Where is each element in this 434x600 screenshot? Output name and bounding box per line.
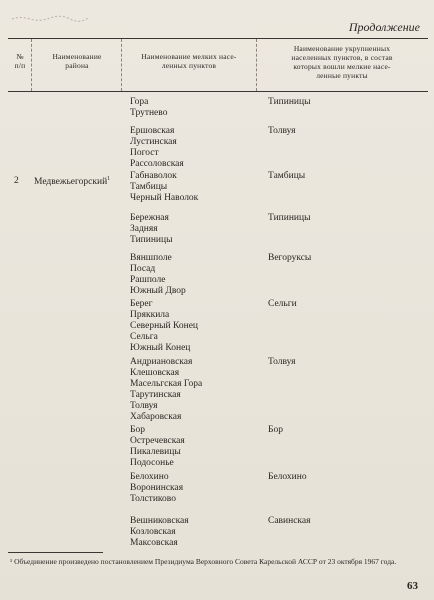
enlarged-settlement-name: Белохино [268,472,307,482]
settlement-group [130,97,270,119]
column-header-small-settlements: Наименование мелких насе- ленных пунктов [141,52,237,70]
small-settlement-name: Южный Двор [130,286,186,296]
small-settlement-name: Габнаволок [130,171,177,181]
column-divider [31,39,32,91]
small-settlement-name: Северный Конец [130,321,198,331]
small-settlement-name: Типиницы [130,235,173,245]
enlarged-settlement-name: Толвуя [268,126,296,136]
small-settlement-name: Подосонье [130,458,174,468]
small-settlement-name: Тамбицы [130,182,168,192]
small-settlement-name: Масельгская Гора [130,379,203,389]
column-header-district: Наименование района [52,52,102,70]
enlarged-settlement-name: Типиницы [268,97,311,107]
footnote-rule [8,552,103,553]
table-top-rule [8,38,428,39]
small-settlement-name: Воронинская [130,483,184,493]
column-divider [121,39,122,91]
small-settlement-name: Вяншполе [130,253,172,263]
continuation-label: Продолжение [348,20,420,34]
settlement-group [130,425,270,469]
small-settlement-name: Тарутинская [130,390,181,400]
small-settlement-name: Берег [130,299,153,309]
row-number: 2 [14,176,19,186]
footnote-mark: 1 [107,176,111,182]
settlement-group [130,213,270,246]
small-settlement-name: Южный Конец [130,343,191,353]
small-settlement-name: Максовская [130,538,178,548]
settlement-group [130,126,270,170]
small-settlement-name: Сельга [130,332,158,342]
small-settlement-name: Задняя [130,224,158,234]
enlarged-settlement-name: Савинская [268,516,311,526]
small-settlement-name: Бережная [130,213,169,223]
small-settlement-name: Вешниковская [130,516,189,526]
settlement-group [130,299,270,354]
small-settlement-name: Козловская [130,527,176,537]
enlarged-settlement-name: Толвуя [268,357,296,367]
print-smudge [10,14,90,22]
footnote-text: ¹ Объединение произведено постановлением Президиума Верховного Совета Карельской АССР от 23 октября 1967 года. [10,557,397,566]
column-divider [256,39,257,91]
enlarged-settlement-name: Типиницы [268,213,311,223]
small-settlement-name: Ершовская [130,126,175,136]
small-settlement-name: Хабаровская [130,412,182,422]
column-header-number: № п/п [14,52,26,70]
enlarged-settlement-name: Сельги [268,299,297,309]
small-settlement-name: Трутнево [130,108,168,118]
small-settlement-name: Пряккила [130,310,170,320]
settlement-group [130,516,270,549]
small-settlement-name: Толстиково [130,494,176,504]
small-settlement-name: Посад [130,264,156,274]
settlement-group [130,357,270,423]
small-settlement-name: Пикалевицы [130,447,181,457]
enlarged-settlement-name: Вегоруксы [268,253,312,263]
small-settlement-name: Толвуя [130,401,158,411]
column-header-enlarged-settlements: Наименование укрупненных населенных пунктов, в состав которых вошли мелкие насе- ленные пункты [291,44,393,80]
small-settlement-name: Черный Наволок [130,193,199,203]
enlarged-settlement-name: Бор [268,425,283,435]
page-number: 63 [407,580,418,592]
settlement-group [130,253,270,297]
small-settlement-name: Рашполе [130,275,166,285]
district-name: Медвежьегорский$^1$ [34,176,111,188]
table-header-bottom-rule [8,91,428,92]
small-settlement-name: Андриановская [130,357,193,367]
small-settlement-name: Клешовская [130,368,180,378]
settlement-group [130,171,270,204]
enlarged-settlement-name: Тамбицы [268,171,306,181]
small-settlement-name: Гора [130,97,149,107]
small-settlement-name: Лустинская [130,137,177,147]
small-settlement-name: Рассоловская [130,159,184,169]
settlement-group [130,472,270,505]
small-settlement-name: Белохино [130,472,169,482]
small-settlement-name: Бор [130,425,145,435]
small-settlement-name: Погост [130,148,159,158]
small-settlement-name: Остречевская [130,436,185,446]
